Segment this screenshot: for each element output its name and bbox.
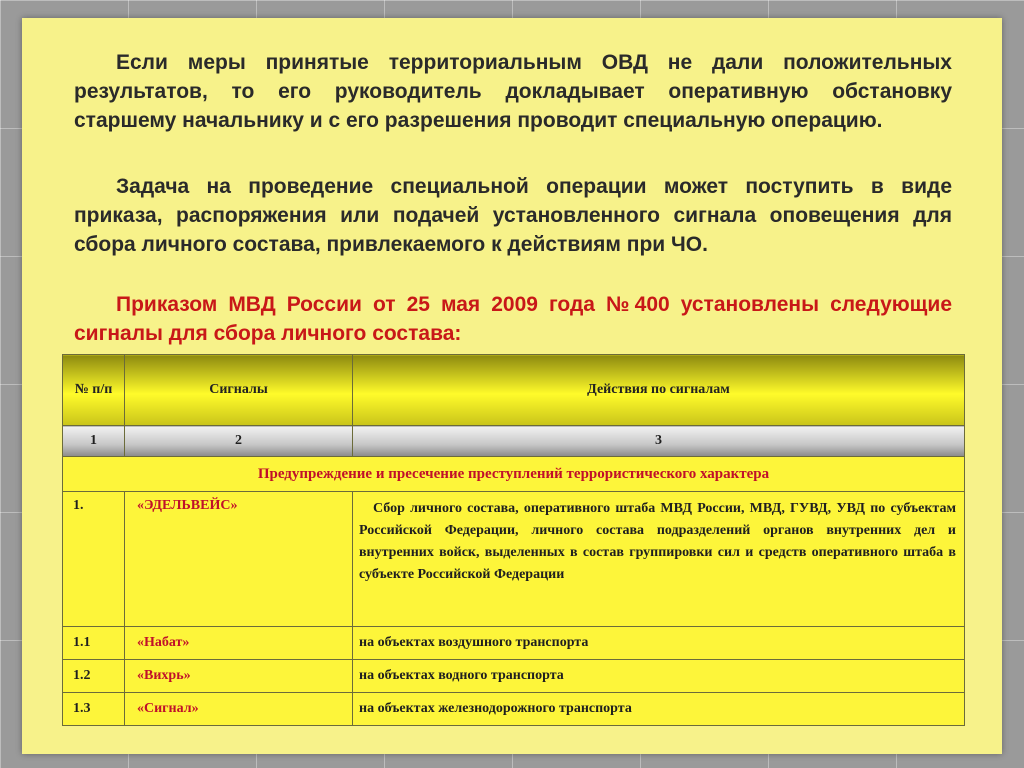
row-number: 1.2 <box>63 660 125 693</box>
column-number: 3 <box>353 426 965 457</box>
table-row <box>63 492 965 627</box>
intro-paragraph-2: Задача на проведение специальной операции может поступить в виде приказа, распоряжения или подачей установленного сигнала оповещения для сбора личного состава, привлекаемого к действиям при ЧО. <box>74 175 952 256</box>
section-title: Предупреждение и пресечение преступлений террористического характера <box>63 457 965 492</box>
row-signal: «Вихрь» <box>125 660 353 693</box>
column-number-row <box>63 426 965 457</box>
table-header-row <box>63 355 965 426</box>
table-row <box>63 693 965 726</box>
row-number: 1. <box>63 492 125 627</box>
intro-paragraph-3-highlight: Приказом МВД России от 25 мая 2009 года №400 установлены следующие сигналы для сбора личного состава: <box>74 293 952 345</box>
signals-table <box>62 354 965 726</box>
row-number: 1.1 <box>63 627 125 660</box>
column-number: 1 <box>63 426 125 457</box>
table-row <box>63 660 965 693</box>
row-action: Сбор личного состава, оперативного штаба МВД России, МВД, ГУВД, УВД по субъектам Российской Федерации, личного состава подразделений органов внутренних дел и внутренних войск, выделенных в состав группировки сил и средств оперативного штаба в субъекте Российской Федерации <box>353 492 965 627</box>
section-row <box>63 457 965 492</box>
table-row <box>63 627 965 660</box>
row-signal: «Сигнал» <box>125 693 353 726</box>
slide <box>22 18 1002 754</box>
row-number: 1.3 <box>63 693 125 726</box>
row-action: на объектах железнодорожного транспорта <box>353 693 965 726</box>
column-number: 2 <box>125 426 353 457</box>
row-action: на объектах водного транспорта <box>353 660 965 693</box>
row-action: на объектах воздушного транспорта <box>353 627 965 660</box>
header-signal: Сигналы <box>125 355 353 426</box>
header-num: № п/п <box>63 355 125 426</box>
header-actions: Действия по сигналам <box>353 355 965 426</box>
row-signal: «Набат» <box>125 627 353 660</box>
intro-paragraph-1: Если меры принятые территориальным ОВД не дали положительных результатов, то его руководитель докладывает оперативную обстановку старшему начальнику и с его разрешения проводит специальную операцию. <box>74 51 952 132</box>
row-signal: «ЭДЕЛЬВЕЙС» <box>125 492 353 627</box>
